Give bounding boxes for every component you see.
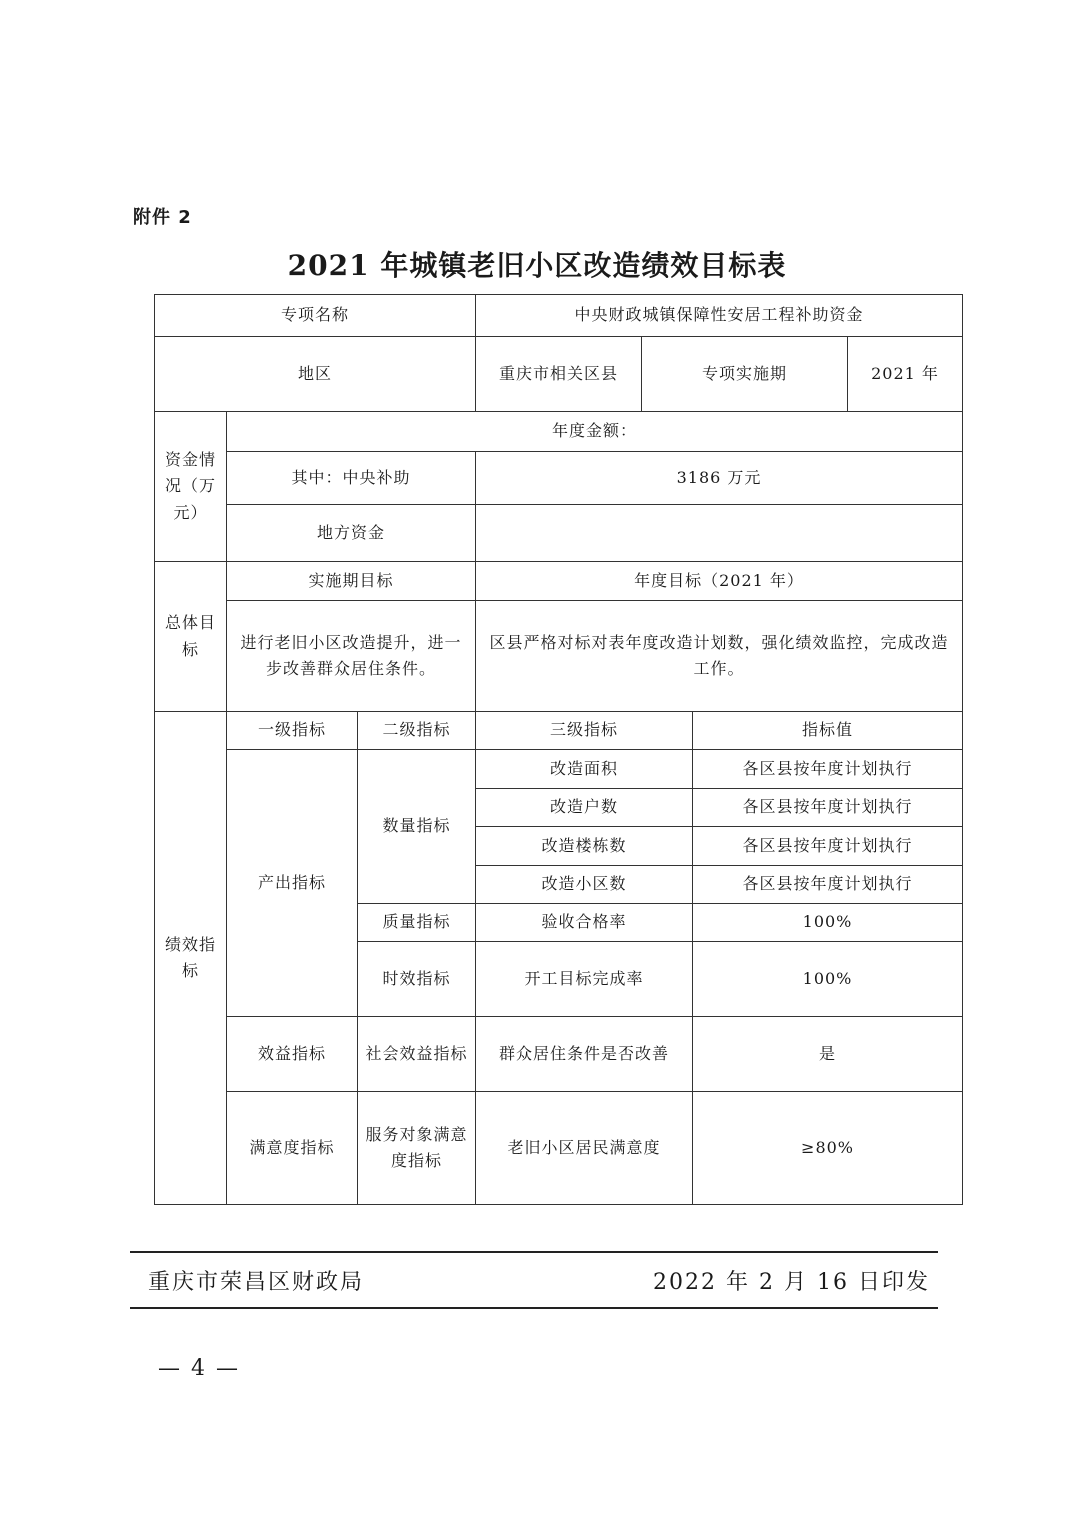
timeliness-indicator-label: 时效指标 [358,942,476,1017]
table-row-value: 各区县按年度计划执行 [693,789,963,827]
service-satisfaction-label: 服务对象满意度指标 [358,1092,476,1205]
funds-section-label: 资金情况（万元） [155,412,227,562]
footer-top-rule [130,1251,938,1253]
annual-goal-label: 年度目标（2021 年） [476,562,963,601]
issue-date: 2022 年 2 月 16 日印发 [653,1270,930,1295]
header-level1: 一级指标 [227,712,358,750]
satisfaction-level3: 老旧小区居民满意度 [476,1092,693,1205]
header-value: 指标值 [693,712,963,750]
satisfaction-indicator-label: 满意度指标 [227,1092,358,1205]
region-value: 重庆市相关区县 [476,337,642,412]
quality-indicator-label: 质量指标 [358,904,476,942]
period-goal-text: 进行老旧小区改造提升，进一步改善群众居住条件。 [227,601,476,712]
project-name-label: 专项名称 [155,295,476,337]
table-row-value: 各区县按年度计划执行 [693,827,963,866]
period-goal-label: 实施期目标 [227,562,476,601]
footer-bottom-rule [130,1307,938,1309]
satisfaction-value: ≥80% [693,1092,963,1205]
social-benefit-label: 社会效益指标 [358,1017,476,1092]
header-level3: 三级指标 [476,712,693,750]
local-funds-value [476,505,963,562]
timeliness-level3: 开工目标完成率 [476,942,693,1017]
benefit-indicator-label: 效益指标 [227,1017,358,1092]
attachment-label: 附件 2 [133,207,192,228]
page-number: — 4 — [158,1356,240,1381]
table-row-level3: 改造楼栋数 [476,827,693,866]
issuer: 重庆市荣昌区财政局 [148,1270,365,1295]
table-row-level3: 改造小区数 [476,866,693,904]
benefit-value: 是 [693,1017,963,1092]
table-row-level3: 改造面积 [476,750,693,789]
local-funds-label: 地方资金 [227,505,476,562]
quantity-indicator-label: 数量指标 [358,750,476,904]
header-level2: 二级指标 [358,712,476,750]
overall-section-label: 总体目标 [155,562,227,712]
annual-goal-text: 区县严格对标对表年度改造计划数，强化绩效监控，完成改造工作。 [476,601,963,712]
period-label: 专项实施期 [642,337,848,412]
project-name-value: 中央财政城镇保障性安居工程补助资金 [476,295,963,337]
central-subsidy-value: 3186 万元 [476,452,963,505]
performance-target-table [154,294,963,1205]
table-row-level3: 改造户数 [476,789,693,827]
annual-amount-label: 年度金额： [227,412,963,452]
table-row-value: 各区县按年度计划执行 [693,866,963,904]
period-value: 2021 年 [848,337,963,412]
timeliness-value: 100% [693,942,963,1017]
region-label: 地区 [155,337,476,412]
central-subsidy-label: 其中：中央补助 [227,452,476,505]
benefit-level3: 群众居住条件是否改善 [476,1017,693,1092]
quality-value: 100% [693,904,963,942]
output-indicator-label: 产出指标 [227,750,358,1017]
table-row-value: 各区县按年度计划执行 [693,750,963,789]
performance-section-label: 绩效指标 [155,712,227,1205]
quality-level3: 验收合格率 [476,904,693,942]
page-title: 2021 年城镇老旧小区改造绩效目标表 [287,249,787,282]
